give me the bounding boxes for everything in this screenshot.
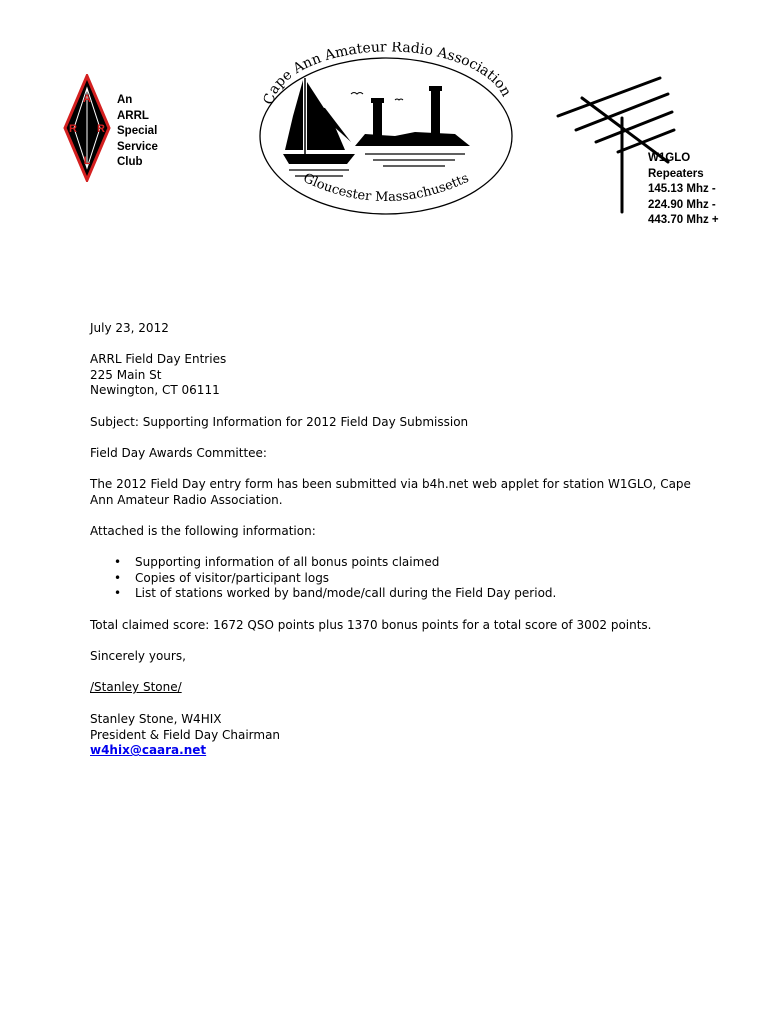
closing: Sincerely yours, — [90, 649, 186, 663]
address-line: 225 Main St — [90, 367, 162, 382]
list-item: • Copies of visitor/participant logs — [114, 570, 330, 585]
attachment-list — [90, 555, 710, 602]
recipient-address — [90, 352, 710, 399]
list-item: • List of stations worked by band/mode/call during the Field Day period. — [114, 586, 557, 601]
arrl-caption — [117, 93, 158, 171]
repeater-frequency: 145.13 Mhz - — [648, 183, 716, 195]
signer-name: Stanley Stone, W4HIX — [90, 712, 222, 726]
signature: /Stanley Stone/ — [90, 680, 182, 694]
repeater-frequency: 443.70 Mhz + — [648, 214, 719, 226]
arrl-letter-r1: R — [69, 123, 77, 135]
signer-title: President & Field Day Chairman — [90, 727, 281, 742]
subject-line: Subject: Supporting Information for 2012 Field Day Submission — [90, 415, 469, 429]
lighthouse-icon — [355, 86, 470, 146]
club-seal — [255, 42, 517, 218]
arrl-letter-a: A — [83, 93, 91, 105]
callsign: W1GLO — [648, 152, 691, 164]
arrl-caption-line: ARRL — [117, 109, 149, 122]
address-line: Newington, CT 06111 — [90, 383, 220, 398]
signer-block — [90, 712, 710, 759]
salutation: Field Day Awards Committee: — [90, 446, 267, 460]
attached-intro: Attached is the following information: — [90, 524, 316, 538]
signer-email-link[interactable]: w4hix@caara.net — [90, 743, 207, 758]
repeaters-label: Repeaters — [648, 167, 704, 180]
list-item: • Supporting information of all bonus points claimed — [114, 555, 440, 569]
repeater-frequency: 224.90 Mhz - — [648, 198, 716, 211]
club-seal-graphic — [255, 42, 517, 218]
address-line: ARRL Field Day Entries — [90, 352, 227, 366]
arrl-diamond-icon — [62, 74, 112, 182]
bullet: • — [114, 586, 122, 601]
score-statement: Total claimed score: 1672 QSO points plus 1370 bonus points for a total score of 3002 points. — [90, 618, 652, 632]
arrl-caption-line: Club — [117, 156, 143, 168]
arrl-caption-line: Service — [117, 140, 158, 153]
bullet: • — [114, 570, 122, 585]
schooner-icon — [283, 78, 355, 164]
body-paragraph: The 2012 Field Day entry form has been submitted via b4h.net web applet for station W1GLO, Cape Ann Amateur Radio Association. — [90, 477, 691, 507]
arrl-caption-line: An — [117, 94, 133, 106]
arrl-caption-line: Special — [117, 125, 158, 137]
repeater-info — [648, 151, 719, 229]
arrl-letter-r2: R — [97, 123, 105, 135]
seal-bottom-text: Gloucester Massachusetts — [300, 170, 472, 206]
bullet: • — [114, 555, 122, 569]
arrl-letter-l: L — [83, 155, 91, 167]
letter-date: July 23, 2012 — [90, 321, 169, 335]
seal-top-text: Cape Ann Amateur Radio Association — [260, 42, 515, 107]
arrl-logo — [62, 74, 112, 182]
